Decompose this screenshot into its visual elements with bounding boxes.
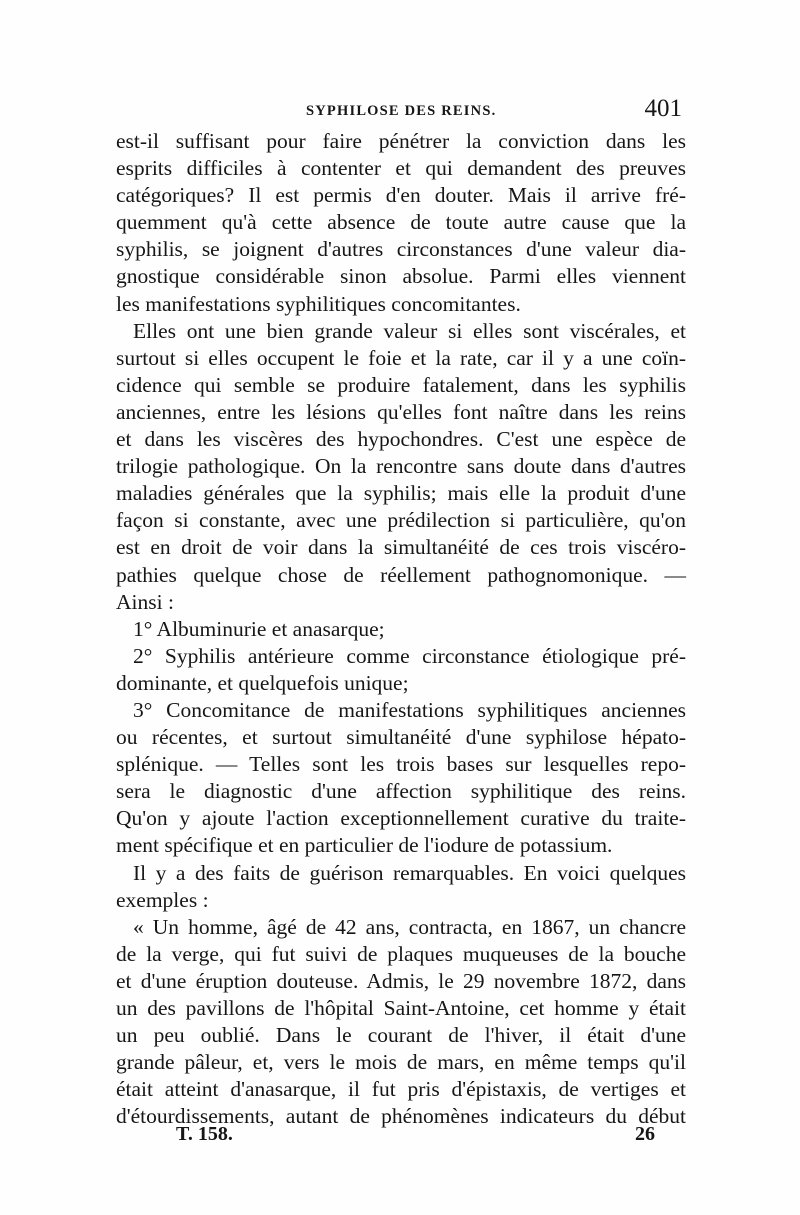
text-line: Qu'on y ajoute l'action exceptionnellement curative du traite-	[116, 806, 686, 831]
text-line: grande pâleur, et, vers le mois de mars, en même temps qu'il	[116, 1050, 686, 1075]
text-line: cidence qui semble se produire fatalement, dans les syphilis	[116, 372, 686, 397]
text-line: gnostique considérable sinon absolue. Parmi elles viennent	[116, 264, 686, 289]
text-line: Elles ont une bien grande valeur si elles sont viscérales, et	[133, 318, 686, 343]
text-line: de la verge, qui fut suivi de plaques muqueuses de la bouche	[116, 941, 686, 966]
text-line: ou récentes, et surtout simultanéité d'une syphilose hépato-	[116, 725, 686, 750]
text-line: 2° Syphilis antérieure comme circonstance étiologique pré-	[133, 643, 686, 668]
running-title: SYPHILOSE DES REINS.	[306, 103, 497, 119]
text-line: était atteint d'anasarque, il fut pris d'épistaxis, de vertiges et	[116, 1077, 686, 1102]
text-line: anciennes, entre les lésions qu'elles font naître dans les reins	[116, 399, 686, 424]
text-line: syphilis, se joignent d'autres circonstances d'une valeur dia-	[116, 237, 686, 262]
text-line: un des pavillons de l'hôpital Saint-Antoine, cet homme y était	[116, 996, 686, 1020]
running-head	[116, 95, 682, 125]
text-line: esprits difficiles à contenter et qui demandent des preuves	[116, 156, 686, 181]
text-line: exemples :	[116, 887, 209, 912]
text-line: est en droit de voir dans la simultanéité de ces trois viscéro-	[116, 535, 686, 560]
signature-number: 26	[635, 1123, 655, 1145]
text-line: et dans les viscères des hypochondres. C'est une espèce de	[116, 427, 686, 452]
text-line: un peu oublié. Dans le courant de l'hiver, il était d'une	[116, 1023, 686, 1048]
text-line: pathies quelque chose de réellement pathognomonique. —	[116, 562, 686, 587]
text-line: d'étourdissements, autant de phénomènes indicateurs du début	[116, 1104, 686, 1129]
text-line: 1° Albuminurie et anasarque;	[133, 616, 385, 641]
text-line: « Un homme, âgé de 42 ans, contracta, en 1867, un chancre	[133, 914, 686, 939]
text-line: surtout si elles occupent le foie et la rate, car il y a une coïn-	[116, 345, 686, 370]
text-line: façon si constante, avec une prédilection si particulière, qu'on	[116, 508, 686, 533]
text-line: est-il suffisant pour faire pénétrer la conviction dans les	[116, 129, 686, 153]
printer-signature: T. 158.	[176, 1123, 233, 1145]
text-line: ment spécifique et en particulier de l'iodure de potassium.	[116, 833, 613, 858]
text-line: et d'une éruption douteuse. Admis, le 29 novembre 1872, dans	[116, 968, 686, 993]
text-line: quemment qu'à cette absence de toute autre cause que la	[116, 210, 686, 235]
text-line: Ainsi :	[116, 589, 174, 614]
text-line: sera le diagnostic d'une affection syphilitique des reins.	[116, 779, 686, 804]
text-line: les manifestations syphilitiques concomitantes.	[116, 291, 521, 316]
text-line: catégoriques? Il est permis d'en douter. Mais il arrive fré-	[116, 183, 686, 208]
text-line: splénique. — Telles sont les trois bases sur lesquelles repo-	[116, 752, 686, 777]
text-line: 3° Concomitance de manifestations syphilitiques anciennes	[133, 697, 686, 722]
body-text	[116, 128, 686, 1130]
page-number: 401	[644, 95, 682, 122]
text-line: dominante, et quelquefois unique;	[116, 670, 409, 695]
text-line: Il y a des faits de guérison remarquables. En voici quelques	[133, 860, 686, 885]
text-line: trilogie pathologique. On la rencontre sans doute dans d'autres	[116, 454, 686, 479]
text-line: maladies générales que la syphilis; mais elle la produit d'une	[116, 481, 686, 506]
